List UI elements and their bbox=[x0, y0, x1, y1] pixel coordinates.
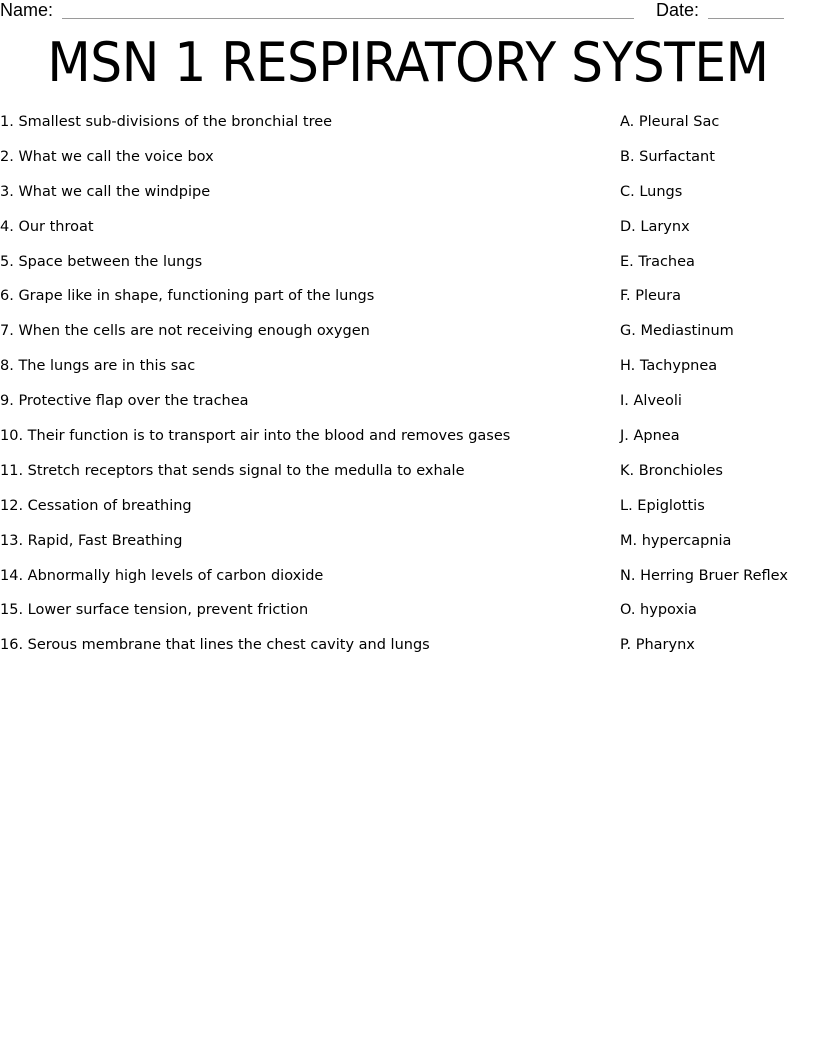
matching-row bbox=[0, 530, 816, 565]
date-blank-line bbox=[708, 18, 784, 19]
clue-item: 7. When the cells are not receiving enough oxygen bbox=[0, 323, 370, 340]
matching-row bbox=[0, 390, 816, 425]
matching-row bbox=[0, 599, 816, 634]
clue-item: 16. Serous membrane that lines the chest cavity and lungs bbox=[0, 637, 430, 654]
clue-item: 13. Rapid, Fast Breathing bbox=[0, 532, 183, 549]
matching-row bbox=[0, 111, 816, 146]
clue-item: 12. Cessation of breathing bbox=[0, 497, 192, 514]
clue-item: 11. Stretch receptors that sends signal to the medulla to exhale bbox=[0, 462, 465, 479]
answer-item: O. hypoxia bbox=[620, 602, 697, 619]
clue-item: 14. Abnormally high levels of carbon dioxide bbox=[0, 567, 324, 584]
answer-item: A. Pleural Sac bbox=[620, 114, 720, 130]
clue-item: 8. The lungs are in this sac bbox=[0, 358, 196, 375]
date-label: Date: bbox=[656, 0, 700, 20]
worksheet-header bbox=[0, 0, 816, 22]
name-label: Name: bbox=[0, 0, 54, 20]
page-title: MSN 1 RESPIRATORY SYSTEM bbox=[47, 31, 769, 94]
answer-item: J. Apnea bbox=[620, 428, 680, 445]
clue-item: 10. Their function is to transport air into the blood and removes gases bbox=[0, 428, 511, 445]
answer-item: C. Lungs bbox=[620, 183, 683, 200]
answer-item: E. Trachea bbox=[620, 253, 695, 270]
answer-item: H. Tachypnea bbox=[620, 358, 718, 375]
matching-row bbox=[0, 355, 816, 390]
answer-item: N. Herring Bruer Reflex bbox=[620, 567, 788, 584]
clue-item: 3. What we call the windpipe bbox=[0, 183, 211, 200]
clue-item: 2. What we call the voice box bbox=[0, 148, 214, 165]
clue-item: 5. Space between the lungs bbox=[0, 253, 203, 270]
matching-row bbox=[0, 460, 816, 495]
clue-item: 1. Smallest sub-divisions of the bronchial tree bbox=[0, 114, 333, 130]
answer-item: I. Alveoli bbox=[620, 393, 682, 410]
matching-row bbox=[0, 181, 816, 216]
matching-list bbox=[0, 111, 816, 669]
matching-row bbox=[0, 320, 816, 355]
matching-row bbox=[0, 425, 816, 460]
clue-item: 9. Protective flap over the trachea bbox=[0, 393, 249, 410]
matching-row bbox=[0, 216, 816, 251]
name-blank-line bbox=[62, 18, 634, 19]
matching-row bbox=[0, 251, 816, 286]
matching-row bbox=[0, 146, 816, 181]
clue-item: 6. Grape like in shape, functioning part of the lungs bbox=[0, 288, 375, 305]
answer-item: K. Bronchioles bbox=[620, 462, 723, 479]
answer-item: D. Larynx bbox=[620, 218, 690, 235]
answer-item: M. hypercapnia bbox=[620, 532, 732, 549]
matching-row bbox=[0, 634, 816, 669]
answer-item: P. Pharynx bbox=[620, 637, 695, 654]
matching-row bbox=[0, 565, 816, 600]
clue-item: 15. Lower surface tension, prevent friction bbox=[0, 602, 309, 619]
matching-row bbox=[0, 495, 816, 530]
matching-row bbox=[0, 285, 816, 320]
answer-item: F. Pleura bbox=[620, 288, 681, 305]
answer-item: L. Epiglottis bbox=[620, 497, 705, 514]
clue-item: 4. Our throat bbox=[0, 218, 94, 235]
answer-item: B. Surfactant bbox=[620, 148, 715, 165]
answer-item: G. Mediastinum bbox=[620, 323, 734, 340]
